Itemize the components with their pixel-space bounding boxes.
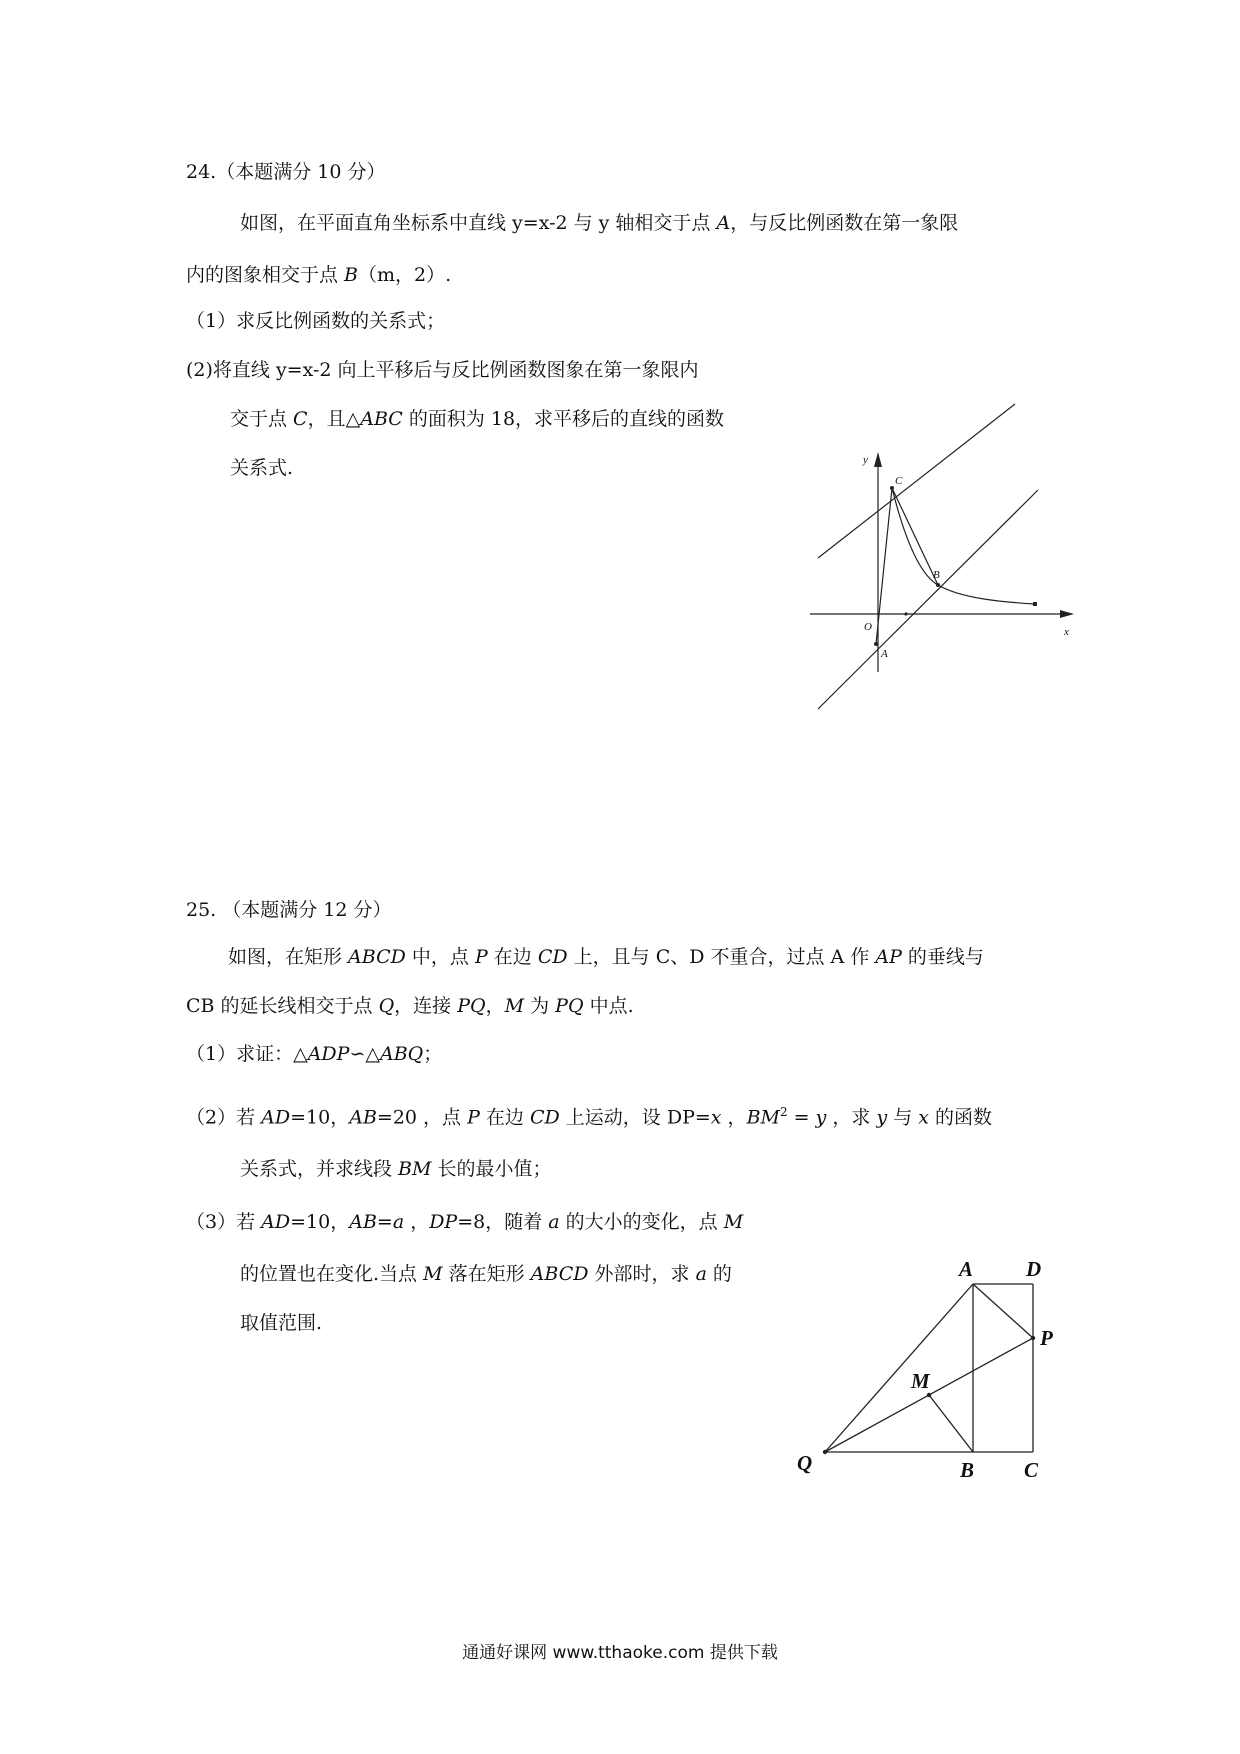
q24-intro-line2: 内的图象相交于点 B（m，2）. xyxy=(186,264,452,286)
q25-point-q xyxy=(823,1450,827,1454)
q25-part2-line2: 关系式，并求线段 BM 长的最小值； xyxy=(240,1158,552,1180)
q24-part2-line2: 交于点 C，且△ABC 的面积为 18，求平移后的直线的函数 xyxy=(230,408,725,430)
q25-segment-mb xyxy=(929,1395,973,1452)
q24-label-c: C xyxy=(895,475,903,487)
q25-label-q: Q xyxy=(797,1451,813,1475)
q25-intro-line2: CB 的延长线相交于点 Q，连接 PQ，M 为 PQ 中点. xyxy=(186,995,634,1017)
q25-part3-line2: 的位置也在变化.当点 M 落在矩形 ABCD 外部时，求 a 的 xyxy=(240,1263,732,1285)
q24-part1: （1）求反比例函数的关系式； xyxy=(186,310,446,332)
q25-label-a: A xyxy=(959,1257,974,1281)
q25-point-p xyxy=(1031,1336,1035,1340)
q24-label-y: y xyxy=(863,454,868,466)
q25-header: 25. （本题满分 12 分） xyxy=(186,899,392,921)
page-footer: 通通好课网 www.tthaoke.com 提供下载 xyxy=(462,1643,778,1663)
q25-part1: （1）求证：△ADP∽△ABQ； xyxy=(186,1043,443,1065)
q24-label-o: O xyxy=(864,621,872,633)
q25-intro-line1: 如图，在矩形 ABCD 中，点 P 在边 CD 上，且与 C、D 不重合，过点 A 作 AP 的垂线与 xyxy=(228,946,984,968)
q25-label-d: D xyxy=(1026,1257,1042,1281)
q24-part2-line1: (2)将直线 y=x-2 向上平移后与反比例函数图象在第一象限内 xyxy=(186,359,699,381)
q24-label-x: x xyxy=(1064,626,1069,638)
q25-part3-line3: 取值范围. xyxy=(240,1312,323,1334)
q25-label-p: P xyxy=(1040,1326,1053,1350)
q25-part3-line1: （3）若 AD=10，AB=a ，DP=8，随着 a 的大小的变化，点 M xyxy=(186,1211,744,1233)
q24-label-b: B xyxy=(933,569,940,581)
q25-part2-line1: （2）若 AD=10，AB=20 ，点 P 在边 CD 上运动，设 DP=x ，$BM^2 = y$ ，求 y 与 x 的函数 xyxy=(186,1105,993,1129)
q25-segment-aq xyxy=(825,1284,973,1452)
q24-intro-line1: 如图，在平面直角坐标系中直线 y=x-2 与 y 轴相交于点 A，与反比例函数在第一象限 xyxy=(240,212,959,234)
q24-header: 24.（本题满分 10 分） xyxy=(186,161,386,183)
q24-label-a: A xyxy=(881,648,888,660)
q24-part2-line3: 关系式. xyxy=(230,457,294,479)
q25-label-b: B xyxy=(960,1458,975,1482)
q25-label-m: M xyxy=(911,1369,930,1393)
q25-segment-ap xyxy=(973,1284,1033,1338)
q25-label-c: C xyxy=(1024,1458,1039,1482)
q25-point-m xyxy=(927,1393,931,1397)
